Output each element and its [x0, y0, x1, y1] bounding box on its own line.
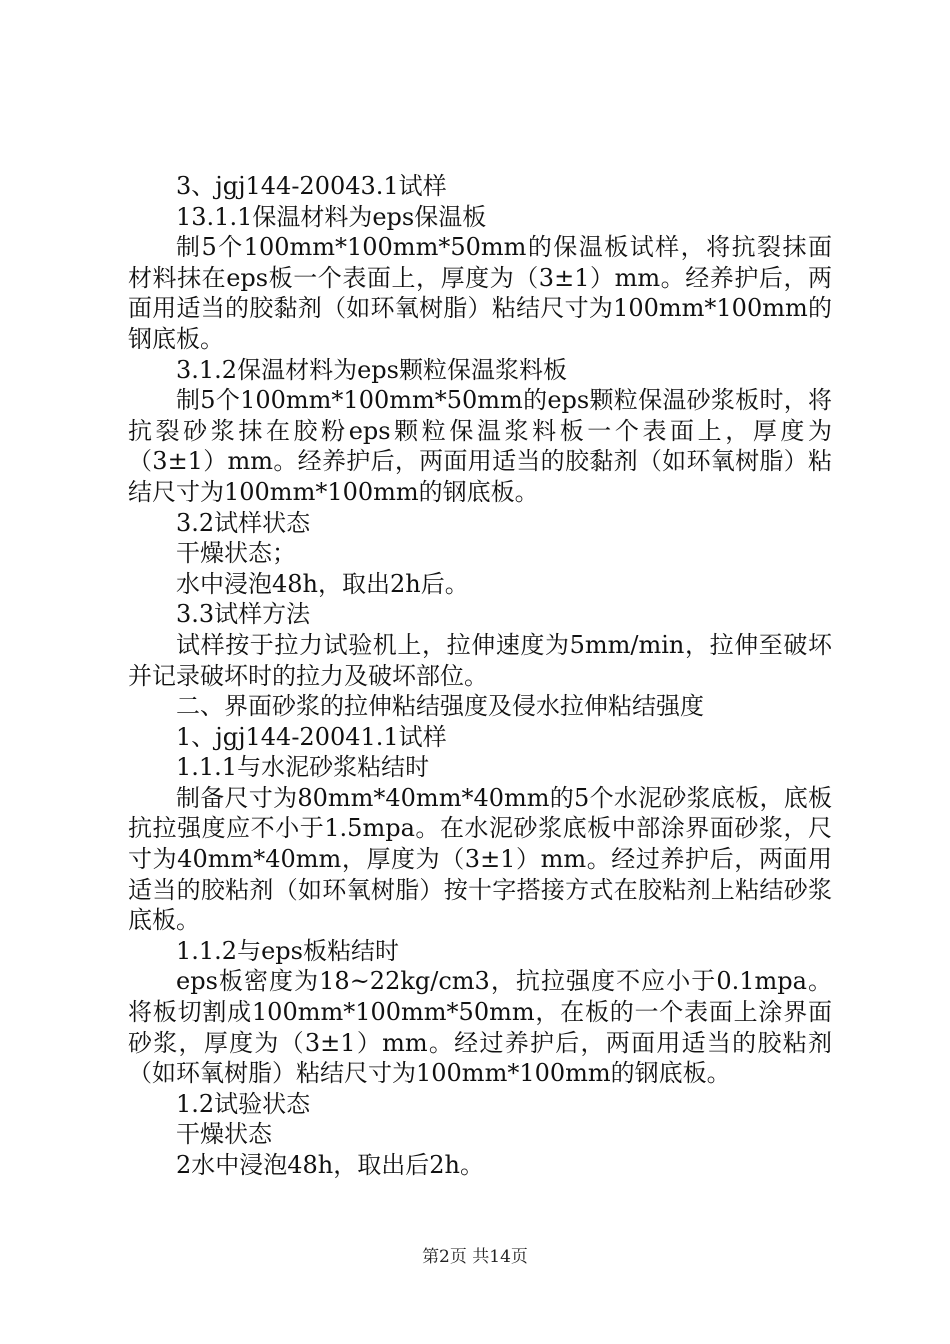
- document-body: [128, 171, 832, 1181]
- paragraph: 制5个100mm*100mm*50mm的eps颗粒保温砂浆板时，将抗裂砂浆抹在胶粉eps颗粒保温浆料板一个表面上，厚度为（3±1）mm。经养护后，两面用适当的胶黏剂（如环氧树脂）粘结尺寸为100mm*100mm的钢底板。: [128, 386, 832, 506]
- section-heading: 3.3试样方法: [176, 600, 311, 629]
- section-heading: 3、jgj144-20043.1试样: [176, 172, 447, 200]
- section-heading: 3.2试样状态: [176, 508, 311, 537]
- paragraph: 试样按于拉力试验机上，拉伸速度为5mm/min，拉伸至破坏并记录破坏时的拉力及破坏部位。: [128, 630, 832, 690]
- text-line: 干燥状态；: [176, 539, 296, 568]
- text-line: 干燥状态: [176, 1120, 272, 1149]
- section-heading: 1.2试验状态: [176, 1089, 311, 1118]
- section-heading: 1.1.2与eps板粘结时: [176, 936, 399, 965]
- section-heading: 13.1.1保温材料为eps保温板: [176, 202, 487, 231]
- page-number-footer: 第2页 共14页: [422, 1247, 528, 1267]
- paragraph: 制备尺寸为80mm*40mm*40mm的5个水泥砂浆底板，底板抗拉强度应不小于1.5mpa。在水泥砂浆底板中部涂界面砂浆，尺寸为40mm*40mm，厚度为（3±1）mm。经过养护后，两面用适当的胶粘剂（如环氧树脂）按十字搭接方式在胶粘剂上粘结砂浆底板。: [128, 783, 832, 935]
- paragraph: eps板密度为18~22kg/cm3，抗拉强度不应小于0.1mpa。将板切割成100mm*100mm*50mm，在板的一个表面上涂界面砂浆，厚度为（3±1）mm。经过养护后，两面用适当的胶粘剂（如环氧树脂）粘结尺寸为100mm*100mm的钢底板。: [128, 967, 832, 1088]
- paragraph: 制5个100mm*100mm*50mm的保温板试样，将抗裂抹面材料抹在eps板一个表面上，厚度为（3±1）mm。经养护后，两面用适当的胶黏剂（如环氧树脂）粘结尺寸为100mm*100mm的钢底板。: [128, 233, 832, 353]
- text-line: 水中浸泡48h，取出2h后。: [176, 569, 469, 598]
- section-heading: 1、jgj144-20041.1试样: [176, 722, 447, 751]
- text-line: 2水中浸泡48h，取出后2h。: [176, 1151, 484, 1179]
- section-heading: 二、界面砂浆的拉伸粘结强度及侵水拉伸粘结强度: [176, 692, 704, 721]
- section-heading: 3.1.2保温材料为eps颗粒保温浆料板: [176, 355, 567, 384]
- section-heading: 1.1.1与水泥砂浆粘结时: [176, 753, 430, 782]
